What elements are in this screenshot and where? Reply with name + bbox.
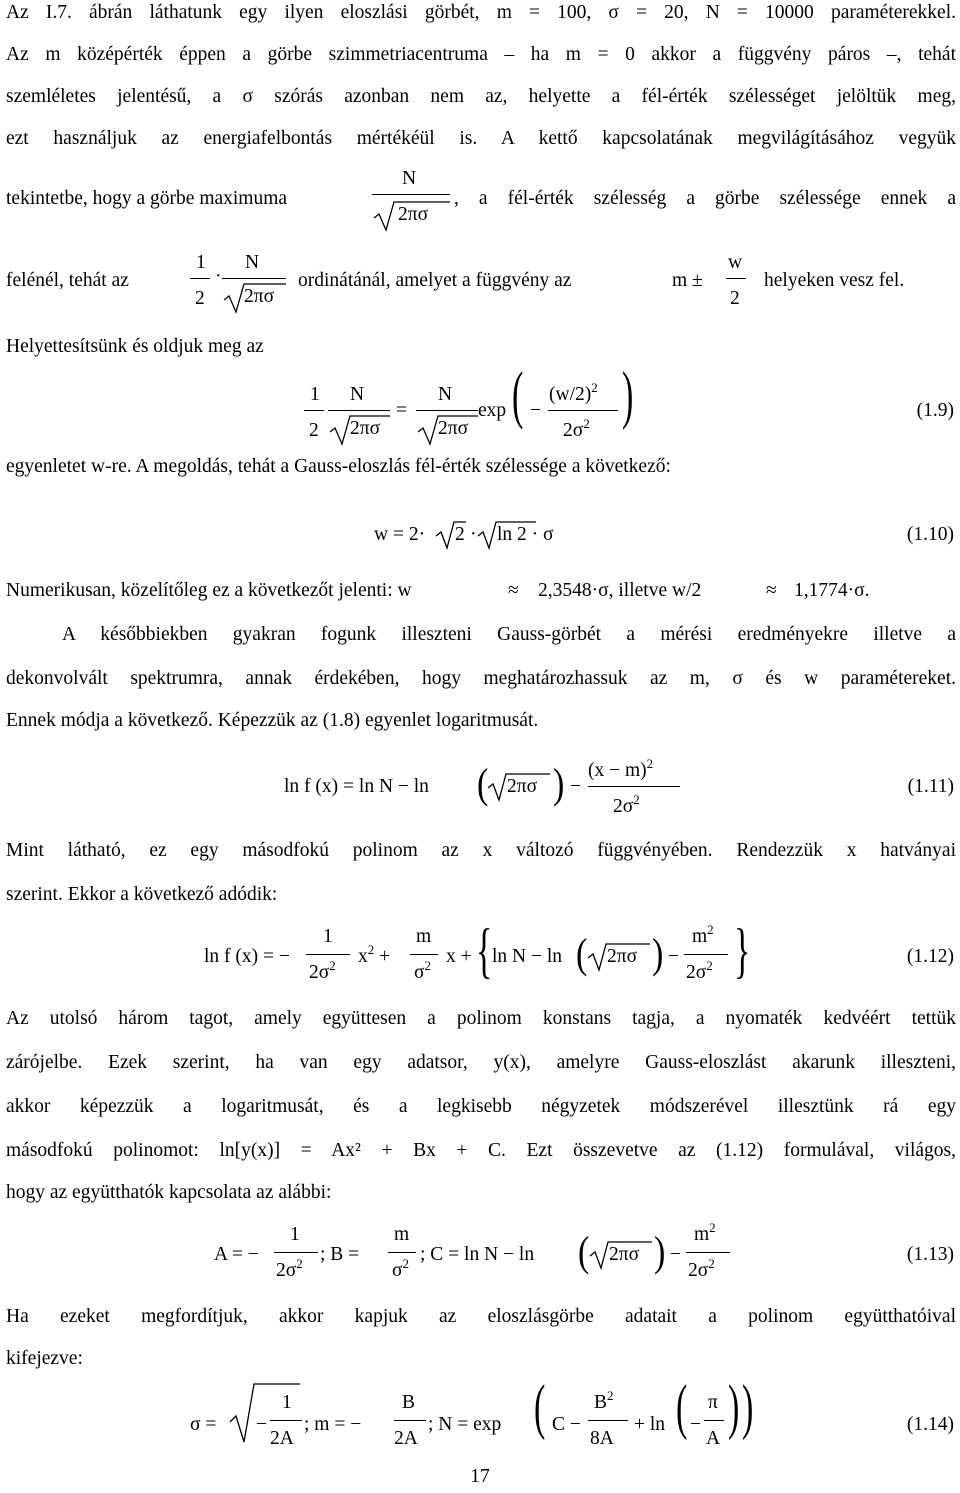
eq11-sq2: 2 xyxy=(633,792,640,807)
eq14-bar4 xyxy=(704,1420,724,1421)
eq11-lparen: ( xyxy=(477,761,489,808)
eq11-den xyxy=(613,792,640,818)
half-max-bar xyxy=(222,278,286,279)
eq12-sq3: 2 xyxy=(424,958,432,973)
eq14-lparen: ( xyxy=(534,1374,546,1442)
eq13-sq2: 2 xyxy=(402,1256,410,1271)
eq12-den1 xyxy=(309,958,336,984)
max-numerator: N xyxy=(402,168,417,189)
eq14-one: 1 xyxy=(282,1392,292,1413)
eq12-rbrace: } xyxy=(734,918,751,986)
eq13-sq1: 2 xyxy=(296,1256,303,1271)
text-line-21: kifejezve: xyxy=(6,1348,83,1369)
text-line-11: dekonvolvált spektrumra, annak érdekében, hogy meghatározhassuk az m, σ és w paramétereket. xyxy=(6,668,956,689)
text-line-15: Az utolsó három tagot, amely együttesen a polinom konstans tagja, a nyomaték kedvéért tettük xyxy=(6,1008,956,1029)
eq14-twoA-2: 2A xyxy=(394,1428,418,1449)
eq14-B: B xyxy=(402,1392,416,1413)
text-line-2: Az m középérték éppen a görbe szimmetriacentruma – ha m = 0 akkor a függvény páros –, tehát xyxy=(6,44,956,65)
eq12-bar2 xyxy=(410,954,438,955)
text-line-16: zárójelbe. Ezek szerint, ha van egy adatsor, y(x), amelyre Gauss-eloszlást akarunk illeszteni, xyxy=(6,1052,956,1073)
eq12-sigma: σ xyxy=(414,962,425,983)
eq13-rparen: ) xyxy=(654,1229,666,1276)
eq10-ln2-sigma: ln 2 · σ xyxy=(497,524,554,545)
eq13-two-pi-sigma: 2πσ xyxy=(609,1244,640,1265)
eq-number-1-11: (1.11) xyxy=(907,776,954,797)
eq9-den1: 2πσ xyxy=(350,418,381,439)
eq11-rparen: ) xyxy=(553,761,565,808)
eq13-B: ; B = xyxy=(320,1244,360,1265)
eq14-twoA-1: 2A xyxy=(270,1428,294,1449)
eq9-N1: N xyxy=(350,384,365,405)
text-line-5b: , a fél-érték szélesség a görbe szélessége ennek a xyxy=(454,188,956,209)
eq12-two-pi-sigma: 2πσ xyxy=(607,946,638,967)
approx-symbol-2: ≈ xyxy=(766,580,777,601)
eq12-two-sigma-1: 2σ xyxy=(309,962,330,983)
text-line-9b: 2,3548·σ, illetve w/2 xyxy=(538,580,702,601)
text-line-7: Helyettesítsünk és oldjuk meg az xyxy=(6,336,264,357)
text-line-12: Ennek módja a következő. Képezzük az (1.8) egyenlet logaritmusát. xyxy=(6,710,539,731)
text-line-8: egyenletet w-re. A megoldás, tehát a Gauss-eloszlás fél-érték szélessége a következő: xyxy=(6,456,671,477)
eq14-plus-ln: + ln xyxy=(634,1414,666,1435)
eq14-m: ; m = − xyxy=(304,1414,362,1435)
eq12-m2 xyxy=(692,922,714,948)
max-fraction-bar xyxy=(372,194,450,195)
approx-symbol-1: ≈ xyxy=(508,580,519,601)
eq13-m: m xyxy=(394,1224,410,1245)
eq10-dot: · xyxy=(470,524,477,545)
eq14-pi: π xyxy=(708,1392,718,1413)
eq13-sq4: 2 xyxy=(708,1256,715,1271)
text-line-5a: tekintetbe, hogy a görbe maximuma xyxy=(6,188,288,209)
eq-number-1-13: (1.13) xyxy=(906,1244,954,1265)
eq13-one: 1 xyxy=(290,1224,300,1245)
eq12-den2 xyxy=(414,958,432,984)
eq12-lbrace: { xyxy=(476,918,493,986)
eq9-sq2: 2 xyxy=(583,416,590,431)
eq12-one: 1 xyxy=(323,926,333,947)
eq9-half-bar xyxy=(304,410,324,411)
eq9-den3 xyxy=(563,416,590,442)
eq13-den2 xyxy=(392,1256,410,1282)
w-bar xyxy=(726,278,746,279)
page-number: 17 xyxy=(470,1466,490,1487)
eq12-x-plus: x + xyxy=(446,946,472,967)
text-line-3: szemléletes jelentésű, a σ szórás azonban nem az, helyette a fél-érték szélességet jelöltük meg, xyxy=(6,86,956,107)
eq-number-1-9: (1.9) xyxy=(916,400,954,421)
half-max-numerator: N xyxy=(245,252,260,273)
eq12-sq5: 2 xyxy=(706,958,713,973)
eq14-minus1: − xyxy=(256,1414,267,1435)
eq12-sq4: 2 xyxy=(707,922,714,937)
eq14-eightA: 8A xyxy=(590,1428,614,1449)
text-line-9a: Numerikusan, közelítőleg ez a következőt jelenti: w xyxy=(6,580,412,601)
eq12-sq2: 2 xyxy=(367,942,375,957)
eq14-sq1: 2 xyxy=(607,1388,614,1403)
eq9-two: 2 xyxy=(309,420,319,441)
eq11-num xyxy=(588,756,654,782)
text-line-13: Mint látható, ez egy másodfokú polinom az x változó függvényében. Rendezzük x hatványai xyxy=(6,840,956,861)
dot-operator: · xyxy=(215,266,222,287)
text-line-9c: 1,1774·σ. xyxy=(794,580,870,601)
eq-number-1-14: (1.14) xyxy=(906,1414,954,1435)
eq13-bar3 xyxy=(686,1252,730,1253)
eq13-C: ; C = ln N − ln xyxy=(420,1244,535,1265)
w-numerator: w xyxy=(728,252,743,273)
eq14-bar3 xyxy=(588,1420,628,1421)
text-line-4: ezt használjuk az energiafelbontás mértékéül is. A kettő kapcsolatának megvilágításához vegyük xyxy=(6,128,956,149)
eq14-C: C − xyxy=(552,1414,581,1435)
eq11-minus: − xyxy=(570,776,581,797)
eq9-bar2 xyxy=(416,410,478,411)
eq13-bar2 xyxy=(388,1252,416,1253)
eq-number-1-10: (1.10) xyxy=(906,524,954,545)
w-denominator: 2 xyxy=(730,288,740,309)
eq12-m: m xyxy=(416,926,432,947)
eq11-lhs: ln f (x) = ln N − ln xyxy=(284,776,429,797)
text-line-14: szerint. Ekkor a következő adódik: xyxy=(6,884,278,905)
eq14-bar1 xyxy=(270,1420,302,1421)
eq14-rparen: ) xyxy=(742,1374,754,1442)
eq11-two-pi-sigma: 2πσ xyxy=(507,776,538,797)
eq9-w-over-2: (w/2) xyxy=(549,384,592,405)
eq-number-1-12: (1.12) xyxy=(906,946,954,967)
eq13-m-var: m xyxy=(694,1224,710,1245)
eq12-sq1: 2 xyxy=(329,958,336,973)
text-line-18: másodfokú polinomot: ln[y(x)] = Ax² + Bx + C. Ezt összevetve az (1.12) formulával, világos, xyxy=(6,1140,956,1161)
text-line-6b: ordinátánál, amelyet a függvény az xyxy=(298,270,572,291)
eq10-two: 2 xyxy=(455,524,465,545)
eq13-m2 xyxy=(694,1220,716,1246)
eq12-den3 xyxy=(686,958,713,984)
half-bar xyxy=(190,278,210,279)
eq9-one: 1 xyxy=(310,384,320,405)
eq14-A: A xyxy=(706,1428,721,1449)
eq14-N: ; N = exp xyxy=(428,1414,502,1435)
eq12-lhs: ln f (x) = − xyxy=(204,946,290,967)
eq9-sq1: 2 xyxy=(591,380,598,395)
eq9-exp: exp xyxy=(478,400,507,421)
eq12-x: x xyxy=(358,946,368,967)
text-line-1: Az I.7. ábrán láthatunk egy ilyen eloszlási görbét, m = 100, σ = 20, N = 10000 paraméterekkel. xyxy=(6,2,956,23)
eq10-w-eq: w = 2· xyxy=(374,524,426,545)
eq13-A: A = − xyxy=(214,1244,259,1265)
eq14-B2 xyxy=(594,1388,614,1414)
eq13-sigma: σ xyxy=(392,1260,403,1281)
eq13-sq3: 2 xyxy=(709,1220,716,1235)
eq9-bar3 xyxy=(548,410,618,411)
text-line-6c: helyeken vesz fel. xyxy=(764,270,905,291)
text-line-19: hogy az együtthatók kapcsolata az alábbi: xyxy=(6,1182,332,1203)
eq14-minus2: − xyxy=(690,1414,701,1435)
text-line-10: A későbbiekben gyakran fogunk illeszteni Gauss-görbét a mérési eredményekre illetve a xyxy=(62,624,956,645)
eq13-two-sigma-2: 2σ xyxy=(688,1260,709,1281)
eq9-minus: − xyxy=(530,400,541,421)
eq9-equals: = xyxy=(396,400,407,421)
eq12-bar1 xyxy=(306,954,350,955)
eq12-minus: − xyxy=(668,946,679,967)
eq14-sigma: σ = xyxy=(190,1414,217,1435)
eq12-m-var: m xyxy=(692,926,708,947)
eq13-den1 xyxy=(276,1256,303,1282)
half-max-denominator: 2πσ xyxy=(244,286,275,307)
eq12-two-sigma-2: 2σ xyxy=(686,962,707,983)
eq12-lnN: ln N − ln xyxy=(492,946,563,967)
eq9-N2: N xyxy=(438,384,453,405)
eq13-lparen: ( xyxy=(578,1229,590,1276)
eq12-lparen: ( xyxy=(576,931,588,978)
eq9-num xyxy=(549,380,598,406)
eq14-lparen2: ( xyxy=(676,1374,688,1442)
half-numerator: 1 xyxy=(196,252,206,273)
text-line-6a: felénél, tehát az xyxy=(6,270,129,291)
eq13-bar1 xyxy=(274,1252,318,1253)
eq11-bar xyxy=(588,786,680,787)
eq13-two-sigma-1: 2σ xyxy=(276,1260,297,1281)
eq12-rparen: ) xyxy=(652,931,664,978)
text-line-20: Ha ezeket megfordítjuk, akkor kapjuk az eloszlásgörbe adatait a polinom együtthatóival xyxy=(6,1306,956,1327)
eq9-rparen: ) xyxy=(622,360,634,432)
m-plus-minus: m ± xyxy=(672,270,703,291)
eq14-bar2 xyxy=(394,1420,426,1421)
eq12-x-sq: $x^2$ + xyxy=(358,942,391,967)
eq9-bar1 xyxy=(328,410,390,411)
eq14-B-var: B xyxy=(594,1392,608,1413)
eq12-bar3 xyxy=(684,954,728,955)
eq13-minus: − xyxy=(670,1244,681,1265)
half-denominator: 2 xyxy=(195,288,205,309)
eq9-two-sigma: 2σ xyxy=(563,420,584,441)
eq11-x-minus-m: (x − m) xyxy=(588,760,647,781)
eq14-rparen2: ) xyxy=(728,1374,740,1442)
text-line-17: akkor képezzük a logaritmusát, és a legkisebb négyzetek módszerével illesztünk rá egy xyxy=(6,1096,956,1117)
eq11-sq1: 2 xyxy=(646,756,654,771)
eq9-lparen: ( xyxy=(512,360,524,432)
eq13-den3 xyxy=(688,1256,715,1282)
eq9-den2: 2πσ xyxy=(438,418,469,439)
max-denominator: 2πσ xyxy=(398,204,429,225)
eq11-two-sigma: 2σ xyxy=(613,796,634,817)
